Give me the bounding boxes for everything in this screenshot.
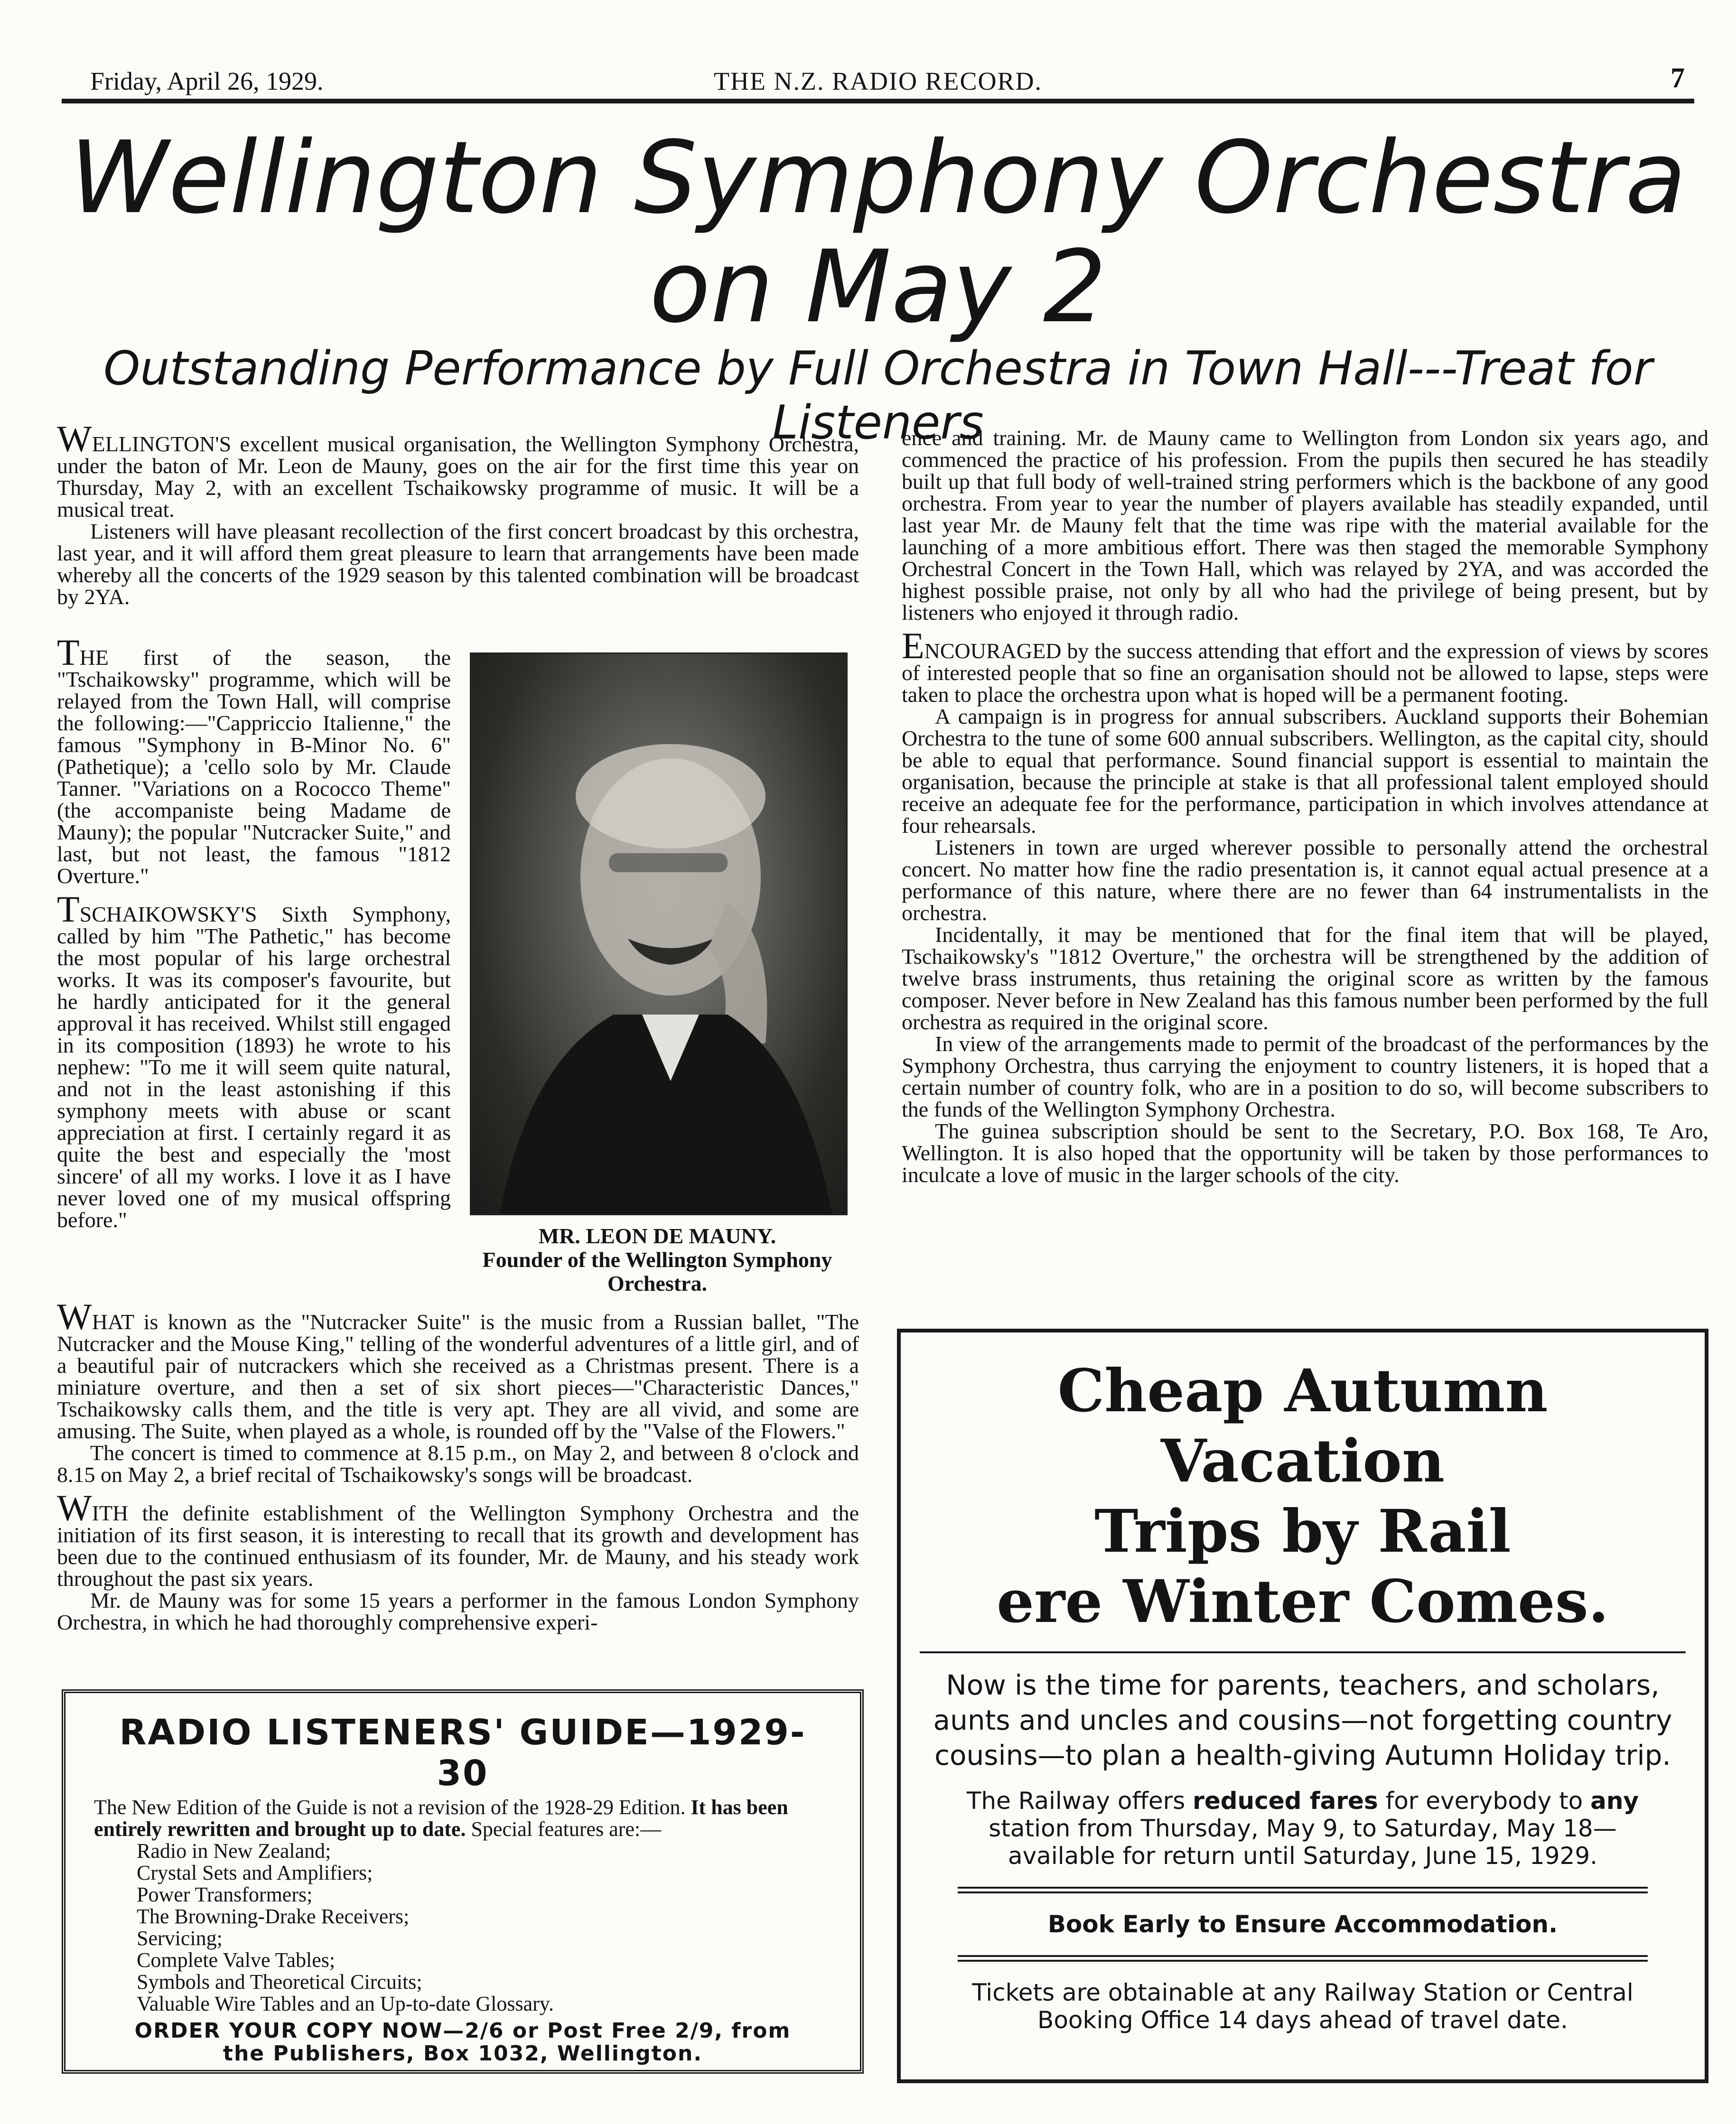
headline (62, 120, 1694, 345)
railway-ad (897, 1329, 1708, 2083)
fares-text: The Railway offers (966, 1787, 1185, 1815)
paragraph-text: HAT is known as the "Nutcracker Suite" is the music from a Russian ballet, "The Nutcracker and the Mouse King," telling of the wonderful adventures of a little girl, and of a beautiful pair of nutcrackers which she received as a Christmas present. There is a miniature overture, and then a set of six short pieces—"Characteristic Dances," Tschaikowsky calls them, and the title is very apt. They are all vivid, and some are amusing. The Suite, when played as a whole, is rounded off by the "Valse of the Flowers." (57, 1310, 859, 1443)
rail-headline-line-1: Cheap Autumn Vacation (1057, 1357, 1548, 1496)
order-line-1: ORDER YOUR COPY NOW—2/6 or Post Free 2/9, from (134, 2019, 791, 2043)
drop-cap: W (57, 1487, 92, 1528)
article-left-column (57, 632, 451, 1232)
guide-feature: Crystal Sets and Amplifiers; (137, 1861, 373, 1884)
drop-cap: W (57, 1296, 92, 1337)
paragraph-text: NCOURAGED by the success attending that effort and the expression of views by scores of interested people that so fine an organisation should not be allowed to lapse, steps were taken to place the orchestra upon what is hoped will be a permanent footing. (902, 639, 1708, 707)
rail-ad-headline (920, 1356, 1686, 1637)
divider (920, 1651, 1686, 1653)
rail-ad-book-early: Book Early to Ensure Accommodation. (1047, 1910, 1558, 1938)
paragraph-text: ELLINGTON'S excellent musical organisation, the Wellington Symphony Orchestra, under the baton of Mr. Leon de Mauny, goes on the air for the first time this year on Thursday, May 2, with an excellent Tschaikowsky programme of music. It will be a musical treat. (57, 432, 859, 522)
guide-feature: Symbols and Theoretical Circuits; (137, 1970, 422, 1994)
rail-ad-invitation: Now is the time for parents, teachers, and scholars, aunts and uncles and cousins—not forgetting country cousins—to plan a health-giving Autumn Holiday trip. (933, 1669, 1672, 1771)
paragraph-text: SCHAIKOWSKY'S Sixth Symphony, called by him "The Pathetic," has become the most popular of his large orchestral works. It was its composer's favourite, but he hardly anticipated for it the general approval it has received. Whilst still engaged in its composition (1893) he wrote to his nephew: "To me it will seem quite natural, and not in the least astonishing if this symphony meets with abuse or scant appreciation at first. I certainly regard it as quite the best and especially the 'most sincere' of all my works. I love it as I have never loved one of my musical offspring before." (57, 902, 451, 1232)
drop-cap: T (57, 888, 80, 930)
guide-body (94, 1797, 831, 2015)
subscription-paragraph: The guinea subscription should be sent to the Secretary, P.O. Box 168, Te Aro, Wellington. It is also hoped that the opportunity will be taken by those performances to inculcate a love of music in the larger schools of the city. (902, 1119, 1708, 1187)
guide-feature: Servicing; (137, 1927, 223, 1950)
rail-ad-tickets: Tickets are obtainable at any Railway Station or Central Booking Office 14 days ahead of travel date. (972, 1979, 1633, 2034)
article-intro (57, 418, 859, 609)
guide-title: RADIO LISTENERS' GUIDE—1929-30 (119, 1712, 806, 1794)
fares-text: for everybody to (1385, 1787, 1583, 1815)
caption-name: MR. LEON DE MAUNY. (538, 1224, 776, 1248)
guide-feature: Valuable Wire Tables and an Up-to-date Glossary. (137, 1992, 554, 2015)
headline-line-2: on May 2 (649, 229, 1107, 345)
headline-line-1: Wellington Symphony Orchestra (69, 120, 1687, 236)
programme-paragraph (57, 632, 451, 888)
guide-feature: Power Transformers; (137, 1883, 313, 1906)
guide-feature: The Browning-Drake Receivers; (137, 1905, 410, 1928)
rail-headline-line-2: Trips by Rail (1094, 1497, 1511, 1566)
establishment-paragraph (57, 1487, 859, 1591)
drop-cap: E (902, 625, 924, 666)
campaign-paragraph: A campaign is in progress for annual subscribers. Auckland supports their Bohemian Orchestra to the tune of some 600 annual subscribers. Wellington, as the capital city, should be able to equal that performance. Sound financial support is essential to maintain the organisation, because the principle at stake is that all professional talent employed should receive an adequate fee for the performance, participation in which involves attendance at four rehearsals. (902, 704, 1708, 838)
masthead-rule (62, 99, 1694, 103)
masthead (62, 57, 1694, 114)
publication-title: THE N.Z. RADIO RECORD. (714, 67, 1042, 95)
intro-paragraph-2: Listeners will have pleasant recollection of the first concert broadcast by this orchestra, last year, and it will afford them great pleasure to learn that arrangements have been made whereby all the concerts of the 1929 season by this talented combination will be broadcast by 2YA. (57, 519, 859, 609)
portrait-photo (470, 652, 848, 1215)
paragraph-text: ITH the definite establishment of the Wellington Symphony Orchestra and the initiation of its first season, it is interesting to recall that its growth and development has been due to the continued enthusiasm of its founder, Mr. de Mauny, and his steady work throughout the past six years. (57, 1501, 859, 1591)
guide-order (94, 2020, 831, 2065)
drop-cap: W (57, 418, 92, 459)
guide-intro: The New Edition of the Guide is not a revision of the 1928-29 Edition. (94, 1796, 686, 1819)
photo-caption (456, 1224, 859, 1295)
double-divider (958, 1955, 1648, 1962)
listeners-guide-ad (62, 1689, 864, 2074)
double-divider (958, 1887, 1648, 1893)
nutcracker-paragraph (57, 1296, 859, 1443)
fares-highlight: any (1590, 1787, 1639, 1815)
overture-paragraph: Incidentally, it may be mentioned that for the final item that will be played, Tschaikowsky's "1812 Overture," the orchestra will be strengthened by the addition of twelve brass instruments, thus retaining the original score as written by the famous composer. Never before in New Zealand has this famous number been performed by the full orchestra as required in the original score. (902, 922, 1708, 1034)
page-number: 7 (1671, 62, 1685, 93)
attendance-paragraph: Listeners in town are urged wherever possible to personally attend the orchestral concert. No matter how fine the radio presentation is, it cannot equal actual presence at a performance of this nature, where there are no fewer than 64 instrumentalists in the orchestra. (902, 835, 1708, 925)
order-line-2: the Publishers, Box 1032, Wellington. (223, 2041, 703, 2066)
guide-feature: Complete Valve Tables; (137, 1948, 336, 1972)
intro-paragraph-1 (57, 418, 859, 522)
timing-paragraph: The concert is timed to commence at 8.15 p.m., on May 2, and between 8 o'clock and 8.15 on May 2, a brief recital of Tschaikowsky's songs will be broadcast. (57, 1441, 859, 1487)
training-paragraph: ence and training. Mr. de Mauny came to Wellington from London six years ago, and commenced the practice of his profession. From the pupils then secured he has steadily built up that full body of well-trained string performers which is the backbone of any good orchestra. From year to year the number of players available has steadily expanded, until last year Mr. de Mauny felt that the time was ripe with the material available for the launching of a more ambitious effort. There was then staged the memorable Symphony Orchestral Concert in the Town Hall, which was relayed by 2YA, and was accorded the highest possible praise, not only by all who had the privilege of being present, but by listeners who enjoyed it through radio. (902, 426, 1708, 624)
article-lower-left (57, 1296, 859, 1634)
subheadline: Outstanding Performance by Full Orchestra in Town Hall---Treat for Listeners (103, 342, 1652, 450)
career-paragraph: Mr. de Mauny was for some 15 years a performer in the famous London Symphony Orchestra, in which he had thoroughly comprehensive experi- (57, 1588, 859, 1634)
encouraged-paragraph (902, 625, 1708, 707)
rail-headline-line-3: ere Winter Comes. (997, 1567, 1609, 1636)
guide-intro-bold: It has been entirely rewritten and brought up to date. (94, 1796, 788, 1841)
drop-cap: T (57, 632, 80, 673)
caption-role: Founder of the Wellington Symphony Orchestra. (482, 1248, 832, 1295)
symphony-paragraph (57, 888, 451, 1232)
fares-text: station from Thursday, May 9, to Saturday, May 18—available for return until Saturday, June 15, 1929. (989, 1815, 1617, 1870)
guide-features-label: Special features are:— (471, 1817, 662, 1841)
fares-highlight: reduced fares (1193, 1787, 1378, 1815)
rail-ad-fares (920, 1787, 1686, 1870)
paragraph-text: HE first of the season, the "Tschaikowsky" programme, which will be relayed from the Town Hall, will comprise the following:—"Cappriccio Italienne," the famous "Symphony in B-Minor No. 6" (Pathetique); a 'cello solo by Mr. Claude Tanner. "Variations on a Rococco Theme" (the accompaniste being Madame de Mauny); the popular "Nutcracker Suite," and last, but not least, the famous "1812 Overture." (57, 645, 451, 888)
guide-feature: Radio in New Zealand; (137, 1839, 331, 1863)
issue-date: Friday, April 26, 1929. (90, 67, 324, 95)
portrait-figure (471, 654, 846, 1214)
country-paragraph: In view of the arrangements made to permit of the broadcast of the performances by the Symphony Orchestra, thus carrying the enjoyment to country listeners, it is hoped that a certain number of country folk, who are in a position to do so, will become subscribers to the funds of the Wellington Symphony Orchestra. (902, 1032, 1708, 1121)
article-right-column (902, 427, 1708, 1186)
